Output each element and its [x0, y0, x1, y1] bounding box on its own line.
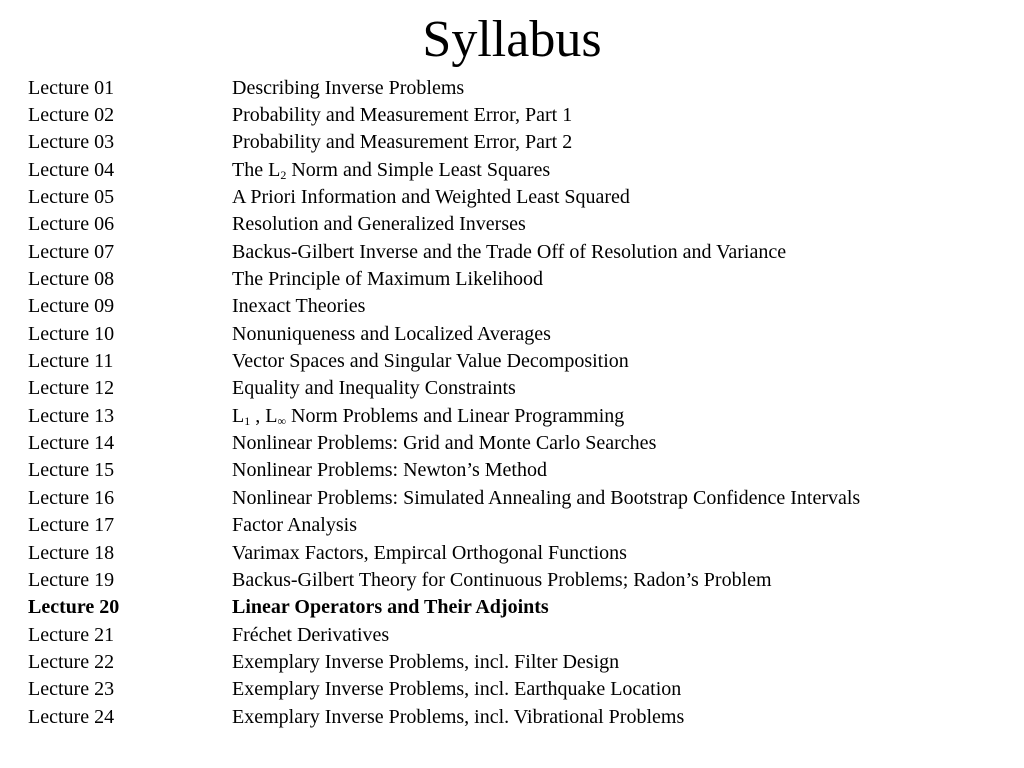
lecture-row [28, 156, 1008, 183]
lecture-topic-text: A Priori Information and Weighted Least Squared [232, 186, 630, 209]
lecture-number: Lecture 23 [28, 678, 115, 701]
lecture-topic [232, 458, 1008, 482]
lecture-topic-text: Fréchet Derivatives [232, 623, 390, 646]
lecture-topic-subscript: 1 [244, 413, 251, 428]
lecture-topic [232, 486, 1008, 510]
lecture-number: Lecture 24 [28, 705, 115, 728]
lecture-number: Lecture 01 [28, 76, 115, 99]
lecture-topic [232, 322, 1008, 346]
page-title: Syllabus [422, 11, 602, 68]
lecture-row [28, 484, 1008, 511]
lecture-row [28, 621, 1008, 648]
lecture-topic [232, 623, 1008, 647]
lecture-row [28, 347, 1008, 374]
lecture-row [28, 293, 1008, 320]
lecture-topic [232, 568, 1008, 592]
lecture-topic [232, 103, 1008, 127]
lecture-topic [232, 376, 1008, 400]
lecture-topic-text: The L [232, 158, 281, 181]
lecture-row [28, 566, 1008, 593]
lecture-number: Lecture 13 [28, 404, 115, 427]
lecture-number: Lecture 08 [28, 268, 115, 291]
lecture-number: Lecture 21 [28, 623, 115, 646]
lecture-topic-text: Factor Analysis [232, 514, 357, 537]
lecture-topic [232, 185, 1008, 209]
lecture-number: Lecture 03 [28, 131, 115, 154]
lecture-row [28, 74, 1008, 101]
lecture-topic [232, 240, 1008, 264]
lecture-row [28, 594, 1008, 621]
lecture-number: Lecture 20 [28, 596, 120, 619]
lecture-row [28, 648, 1008, 675]
lecture-topic-text: Nonlinear Problems: Newton’s Method [232, 459, 547, 482]
lecture-number: Lecture 06 [28, 213, 115, 236]
lecture-topic-text: Vector Spaces and Singular Value Decomposition [232, 350, 629, 373]
lecture-row [28, 129, 1008, 156]
lecture-topic [232, 349, 1008, 373]
lecture-topic [232, 677, 1008, 701]
lecture-topic-text: Nonlinear Problems: Simulated Annealing and Bootstrap Confidence Intervals [232, 486, 861, 509]
lecture-number: Lecture 14 [28, 432, 115, 455]
lecture-topic-text: L [232, 404, 245, 427]
lecture-topic-text: Exemplary Inverse Problems, incl. Earthquake Location [232, 678, 682, 701]
lecture-topic [232, 267, 1008, 291]
lecture-topic-subscript: ∞ [277, 413, 286, 428]
lecture-topic [232, 158, 1008, 182]
lecture-topic-text: Linear Operators and Their Adjoints [232, 596, 549, 619]
lecture-topic [232, 130, 1008, 154]
lecture-number: Lecture 10 [28, 322, 115, 345]
lecture-number: Lecture 11 [28, 350, 114, 373]
lecture-topic [232, 595, 1008, 619]
lecture-topic [232, 212, 1008, 236]
lecture-topic-text: The Principle of Maximum Likelihood [232, 268, 544, 291]
lecture-row [28, 429, 1008, 456]
lecture-row [28, 101, 1008, 128]
lecture-topic [232, 705, 1008, 729]
lecture-topic-subscript: 2 [280, 167, 287, 182]
lecture-row [28, 238, 1008, 265]
lecture-number: Lecture 07 [28, 240, 115, 263]
lecture-number: Lecture 16 [28, 486, 115, 509]
lecture-row [28, 676, 1008, 703]
lecture-topic [232, 541, 1008, 565]
lecture-row [28, 183, 1008, 210]
lecture-number: Lecture 09 [28, 295, 115, 318]
lecture-topic-text: Exemplary Inverse Problems, incl. Filter Design [232, 650, 620, 673]
lecture-topic-text: Probability and Measurement Error, Part 2 [232, 131, 573, 154]
lecture-topic [232, 404, 1008, 428]
lecture-row [28, 375, 1008, 402]
lecture-number: Lecture 12 [28, 377, 115, 400]
lecture-topic [232, 431, 1008, 455]
lecture-row [28, 539, 1008, 566]
lecture-topic-text: Norm and Simple Least Squares [286, 158, 551, 181]
lecture-row [28, 265, 1008, 292]
lecture-topic-text: Backus-Gilbert Theory for Continuous Problems; Radon’s Problem [232, 568, 772, 591]
lecture-row [28, 320, 1008, 347]
lecture-topic-text: Probability and Measurement Error, Part 1 [232, 104, 573, 127]
lecture-topic-text: Nonlinear Problems: Grid and Monte Carlo Searches [232, 432, 657, 455]
lecture-topic-text: Nonuniqueness and Localized Averages [232, 322, 551, 345]
lecture-list [28, 74, 1008, 730]
lecture-topic [232, 650, 1008, 674]
lecture-number: Lecture 02 [28, 104, 115, 127]
lecture-number: Lecture 04 [28, 158, 115, 181]
lecture-topic-text: Resolution and Generalized Inverses [232, 213, 526, 236]
lecture-topic-text: Norm Problems and Linear Programming [286, 404, 625, 427]
lecture-topic-text: , L [250, 404, 278, 427]
lecture-topic-text: Equality and Inequality Constraints [232, 377, 516, 400]
lecture-topic-text: Backus-Gilbert Inverse and the Trade Off of Resolution and Variance [232, 240, 787, 263]
lecture-number: Lecture 17 [28, 514, 115, 537]
lecture-number: Lecture 05 [28, 186, 115, 209]
lecture-topic [232, 513, 1008, 537]
lecture-row [28, 457, 1008, 484]
lecture-number: Lecture 19 [28, 568, 115, 591]
lecture-topic-text: Varimax Factors, Empircal Orthogonal Functions [232, 541, 627, 564]
lecture-row [28, 703, 1008, 730]
lecture-row [28, 512, 1008, 539]
lecture-number: Lecture 22 [28, 650, 115, 673]
lecture-topic-text: Describing Inverse Problems [232, 76, 465, 99]
lecture-row [28, 402, 1008, 429]
lecture-topic [232, 76, 1008, 100]
lecture-row [28, 211, 1008, 238]
lecture-topic [232, 294, 1008, 318]
lecture-number: Lecture 18 [28, 541, 115, 564]
lecture-topic-text: Exemplary Inverse Problems, incl. Vibrational Problems [232, 705, 685, 728]
lecture-number: Lecture 15 [28, 459, 115, 482]
lecture-topic-text: Inexact Theories [232, 295, 366, 318]
